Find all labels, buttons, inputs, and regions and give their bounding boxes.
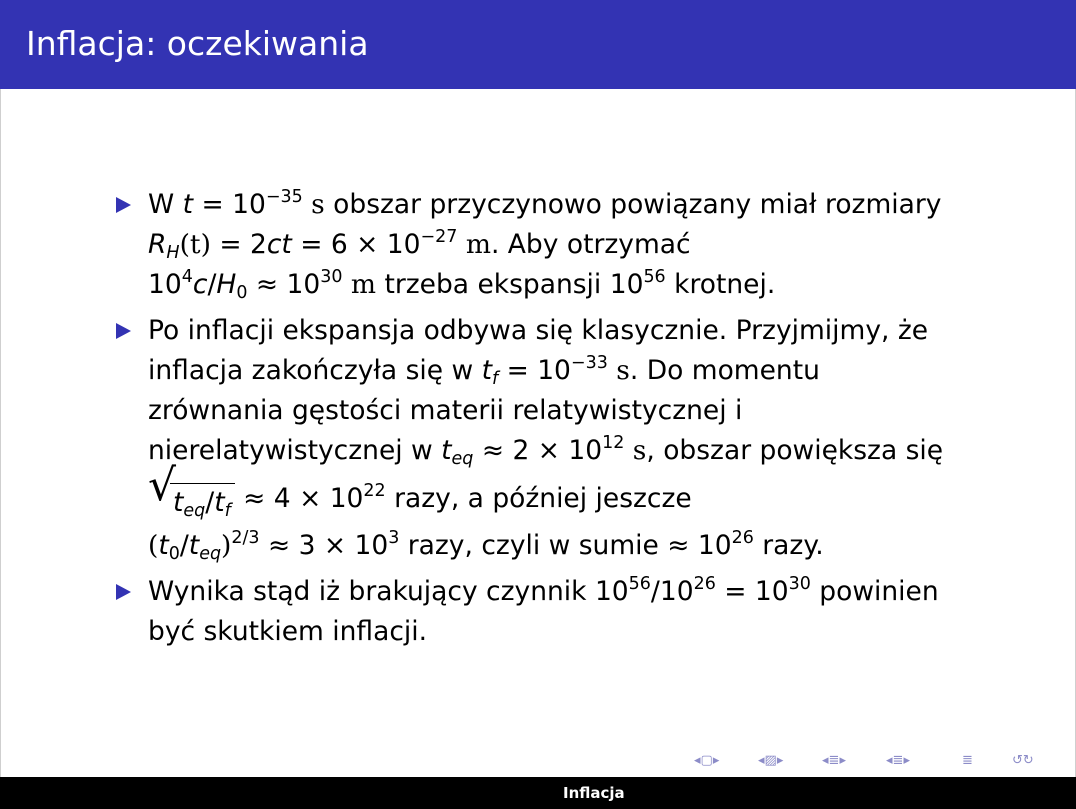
text-line xyxy=(148,351,992,391)
math-exponent: 12 xyxy=(602,432,625,453)
text: inflacja zakończyła się w xyxy=(148,355,482,386)
math-exponent: 30 xyxy=(788,573,811,594)
nav-search-icon[interactable]: ↺↻ xyxy=(1012,753,1034,768)
text: obszar przyczynowo powiązany miał rozmiary xyxy=(324,189,942,220)
math-subscript: 0 xyxy=(236,283,248,304)
nav-part-controls xyxy=(886,752,910,770)
math-exponent: 3 xyxy=(388,527,400,548)
text: razy. xyxy=(753,530,824,561)
math: R xyxy=(148,229,167,260)
math-subscript: 0 xyxy=(168,544,180,565)
slide-title: Inflacja: oczekiwania xyxy=(26,24,369,63)
nav-part-next-icon[interactable]: ▸ xyxy=(903,753,910,768)
nav-subsection-controls xyxy=(758,752,783,770)
text: . Do momentu xyxy=(629,355,820,386)
math: c xyxy=(192,269,208,300)
math: t xyxy=(188,530,200,561)
nav-part-prev-icon[interactable]: ◂ xyxy=(886,753,893,768)
text: krotnej. xyxy=(665,269,776,300)
math-exponent: −35 xyxy=(265,186,303,207)
unit: s xyxy=(624,435,647,466)
nav-document xyxy=(962,752,973,770)
math: ≈ 2 × 10 xyxy=(473,435,603,466)
nav-document-icon[interactable]: ≣ xyxy=(962,753,973,768)
math: t xyxy=(441,435,452,466)
square-root xyxy=(148,460,235,530)
math: t xyxy=(173,487,184,518)
unit: s xyxy=(607,355,630,386)
math: ≈ 3 × 10 xyxy=(259,530,389,561)
text: razy, a później jeszcze xyxy=(385,483,692,514)
nav-sec-icon[interactable]: ≣ xyxy=(828,753,840,768)
text: nierelatywistycznej w xyxy=(148,435,442,466)
square-root-radicand xyxy=(170,483,235,520)
math: = 2 xyxy=(210,229,267,260)
bullet-triangle-icon xyxy=(116,323,131,339)
math-exponent: 22 xyxy=(363,480,386,501)
math: (t) xyxy=(179,229,211,260)
text: , obszar powiększa się xyxy=(646,435,944,466)
math: = 10 xyxy=(715,576,789,607)
nav-sub-icon[interactable]: ▨ xyxy=(764,753,777,768)
math: H xyxy=(216,269,237,300)
math: / xyxy=(179,530,189,561)
math-subscript: f xyxy=(491,369,499,390)
math: / xyxy=(207,269,217,300)
math: ( xyxy=(148,530,159,561)
math: ct xyxy=(266,229,292,260)
math: ) xyxy=(221,530,232,561)
math: t xyxy=(158,530,169,561)
math-subscript: eq xyxy=(199,544,222,565)
math-subscript: H xyxy=(166,243,180,264)
math-exponent: 4 xyxy=(181,266,193,287)
text-line xyxy=(148,265,992,305)
text-line xyxy=(148,225,992,265)
math-exponent: 56 xyxy=(628,573,651,594)
text-line: Po inflacji ekspansja odbywa się klasycznie. Przyjmijmy, że xyxy=(148,315,929,346)
text-line: zrównania gęstości materii relatywistycznej i xyxy=(148,395,743,426)
nav-frame-prev-icon[interactable]: ◂ xyxy=(694,753,701,768)
math: ≈ 10 xyxy=(247,269,321,300)
bullet-list xyxy=(112,185,992,652)
math: 10 xyxy=(148,269,182,300)
math: = 10 xyxy=(193,189,266,220)
math: t xyxy=(182,189,194,220)
text: . Aby otrzymać xyxy=(490,229,691,260)
math-exponent: 30 xyxy=(320,266,343,287)
text: W xyxy=(148,189,183,220)
bullet-triangle-icon xyxy=(116,197,131,213)
math-exponent: 56 xyxy=(643,266,666,287)
nav-frame-controls xyxy=(694,752,719,770)
bullet-triangle-icon xyxy=(116,584,131,600)
text-line xyxy=(148,185,992,225)
math-exponent: −27 xyxy=(420,226,458,247)
text-line xyxy=(148,572,992,612)
footer-title: Inflacja xyxy=(563,784,625,802)
math: t xyxy=(214,487,225,518)
math: t xyxy=(481,355,492,386)
unit: m xyxy=(342,269,377,300)
math-exponent: 2/3 xyxy=(231,527,260,548)
text: powinien xyxy=(810,576,939,607)
math: /10 xyxy=(650,576,694,607)
unit: m xyxy=(457,229,491,260)
nav-sec-next-icon[interactable]: ▸ xyxy=(839,753,846,768)
math-exponent: 26 xyxy=(693,573,716,594)
text: Wynika stąd iż brakujący czynnik 10 xyxy=(148,576,629,607)
text: trzeba ekspansji 10 xyxy=(376,269,644,300)
text-line xyxy=(148,431,992,471)
math-subscript: eq xyxy=(451,449,474,470)
nav-frame-next-icon[interactable]: ▸ xyxy=(712,753,720,768)
bullet-item-conclusion xyxy=(112,572,992,652)
math: = 6 × 10 xyxy=(291,229,421,260)
text-line xyxy=(148,460,992,526)
nav-sub-prev-icon[interactable]: ◂ xyxy=(758,753,765,768)
nav-search xyxy=(1012,752,1034,770)
math: = 10 xyxy=(498,355,571,386)
math: ≈ 4 × 10 xyxy=(234,483,364,514)
nav-frame-icon[interactable]: ▢ xyxy=(700,753,713,768)
nav-sec-prev-icon[interactable]: ◂ xyxy=(822,753,829,768)
text: razy, czyli w sumie ≈ 10 xyxy=(399,530,732,561)
bullet-item-horizon xyxy=(112,185,992,305)
math-subscript: f xyxy=(224,501,231,522)
bullet-item-expansion xyxy=(112,311,992,566)
text-line: być skutkiem inflacji. xyxy=(148,616,428,647)
title-bar xyxy=(0,0,1076,89)
square-root-icon: √ xyxy=(148,460,177,511)
unit: s xyxy=(302,189,325,220)
nav-part-icon[interactable]: ≣ xyxy=(892,753,904,768)
math-exponent: 26 xyxy=(731,527,754,548)
nav-section-controls xyxy=(822,752,846,770)
math: / xyxy=(205,487,215,518)
nav-sub-next-icon[interactable]: ▸ xyxy=(776,753,784,768)
text-line xyxy=(148,526,992,566)
math-subscript: eq xyxy=(183,501,206,522)
math-exponent: −33 xyxy=(570,352,608,373)
